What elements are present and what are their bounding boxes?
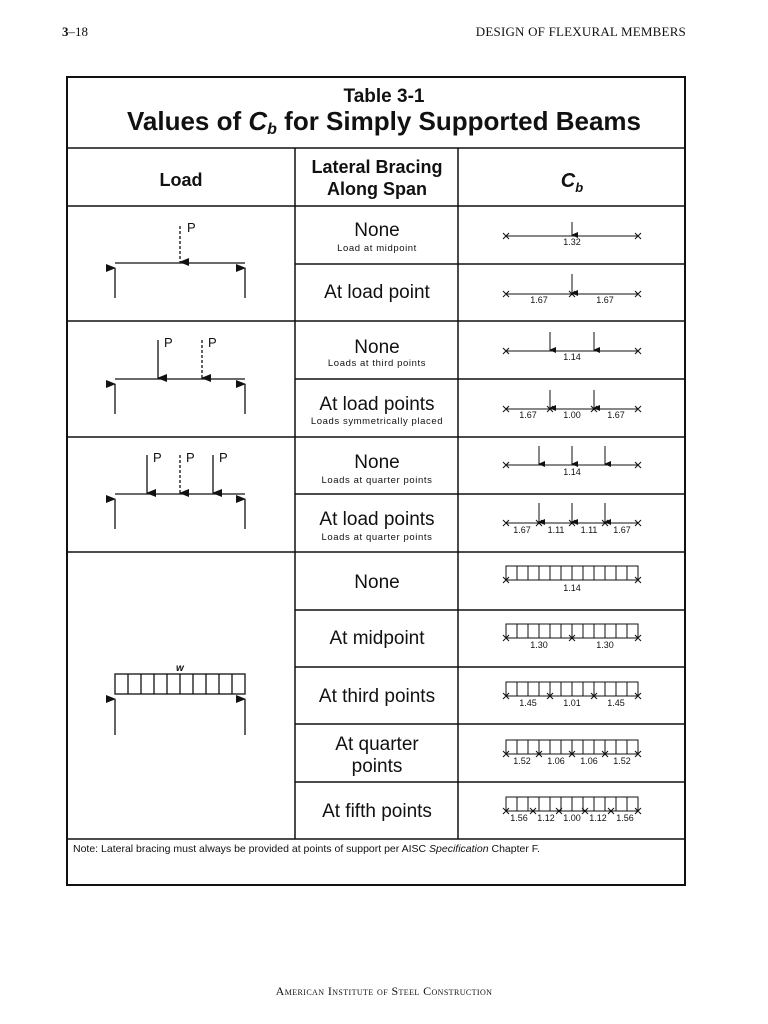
bracing-label: At quarter points bbox=[335, 734, 419, 777]
cb-value: 1.67 bbox=[607, 410, 625, 420]
cb-beam-row-2 bbox=[503, 274, 641, 297]
bracing-label: None bbox=[354, 337, 400, 358]
cb-value: 1.06 bbox=[580, 756, 598, 766]
cb-value: 1.67 bbox=[596, 295, 614, 305]
cb-value: 1.11 bbox=[547, 525, 565, 535]
cb-beam-row-10 bbox=[503, 740, 641, 757]
bracing-note: Loads symmetrically placed bbox=[310, 416, 444, 427]
load-label: P bbox=[208, 335, 217, 350]
cb-value: 1.52 bbox=[513, 756, 531, 766]
load-label: w bbox=[176, 663, 184, 674]
cb-value: 1.14 bbox=[563, 467, 581, 477]
load-label: P bbox=[186, 450, 195, 465]
bracing-label: None bbox=[354, 220, 400, 241]
cb-beam-row-7 bbox=[503, 566, 641, 583]
cb-beam-row-3 bbox=[503, 332, 641, 354]
cb-value: 1.56 bbox=[510, 813, 528, 823]
bracing-label: None bbox=[354, 572, 400, 593]
bracing-label: At load points bbox=[319, 394, 435, 415]
cb-value: 1.67 bbox=[519, 410, 537, 420]
cb-beam-row-8 bbox=[503, 624, 641, 641]
table-number: Table 3-1 bbox=[343, 86, 425, 107]
bracing-note: Loads at quarter points bbox=[321, 475, 433, 486]
cb-beam-row-6 bbox=[503, 503, 641, 526]
column-header-cb: $C_b$ bbox=[560, 170, 584, 195]
cb-value: 1.30 bbox=[530, 640, 548, 650]
table-title: Values of $C_b$ for Simply Supported Beams bbox=[126, 106, 642, 138]
cb-value: 1.67 bbox=[513, 525, 531, 535]
load-label: P bbox=[219, 450, 228, 465]
cb-value: 1.67 bbox=[613, 525, 631, 535]
bracing-label: At third points bbox=[318, 686, 436, 707]
cb-value: 1.67 bbox=[530, 295, 548, 305]
load-label: P bbox=[187, 220, 196, 235]
bracing-note: Load at midpoint bbox=[337, 243, 417, 254]
cb-value: 1.00 bbox=[563, 813, 581, 823]
cb-value: 1.30 bbox=[596, 640, 614, 650]
table-footnote: Note: Lateral bracing must always be provided at points of support per AISC Specification Chapter F. bbox=[73, 843, 540, 855]
cb-value: 1.14 bbox=[563, 583, 581, 593]
bracing-label: At load points bbox=[319, 509, 435, 530]
cb-value: 1.01 bbox=[563, 698, 581, 708]
bracing-label: At fifth points bbox=[322, 801, 432, 822]
cb-value: 1.12 bbox=[537, 813, 555, 823]
cb-value: 1.12 bbox=[589, 813, 607, 823]
page-number: 3–18 bbox=[62, 24, 88, 39]
load-label: P bbox=[164, 335, 173, 350]
column-header-load: Load bbox=[159, 170, 203, 190]
bracing-label: None bbox=[354, 452, 400, 473]
column-header-bracing: Lateral Bracing Along Span bbox=[311, 157, 443, 199]
cb-value: 1.06 bbox=[547, 756, 565, 766]
cb-beam-row-4 bbox=[503, 390, 641, 412]
bracing-label: At midpoint bbox=[329, 628, 425, 649]
cb-value: 1.56 bbox=[616, 813, 634, 823]
cb-beam-row-11 bbox=[503, 797, 641, 814]
cb-value: 1.14 bbox=[563, 352, 581, 362]
page-footer: American Institute of Steel Construction bbox=[275, 984, 493, 998]
cb-value: 1.52 bbox=[613, 756, 631, 766]
bracing-note: Loads at quarter points bbox=[321, 532, 433, 543]
cb-beam-row-5 bbox=[503, 446, 641, 468]
bracing-label: At load point bbox=[324, 282, 430, 303]
cb-value: 1.11 bbox=[580, 525, 598, 535]
cb-beam-row-9 bbox=[503, 682, 641, 699]
cb-value: 1.00 bbox=[563, 410, 581, 420]
cb-value: 1.45 bbox=[519, 698, 537, 708]
load-label: P bbox=[153, 450, 162, 465]
cb-value: 1.45 bbox=[607, 698, 625, 708]
running-header: DESIGN OF FLEXURAL MEMBERS bbox=[475, 24, 686, 39]
bracing-note: Loads at third points bbox=[327, 358, 427, 369]
cb-value: 1.32 bbox=[563, 237, 581, 247]
